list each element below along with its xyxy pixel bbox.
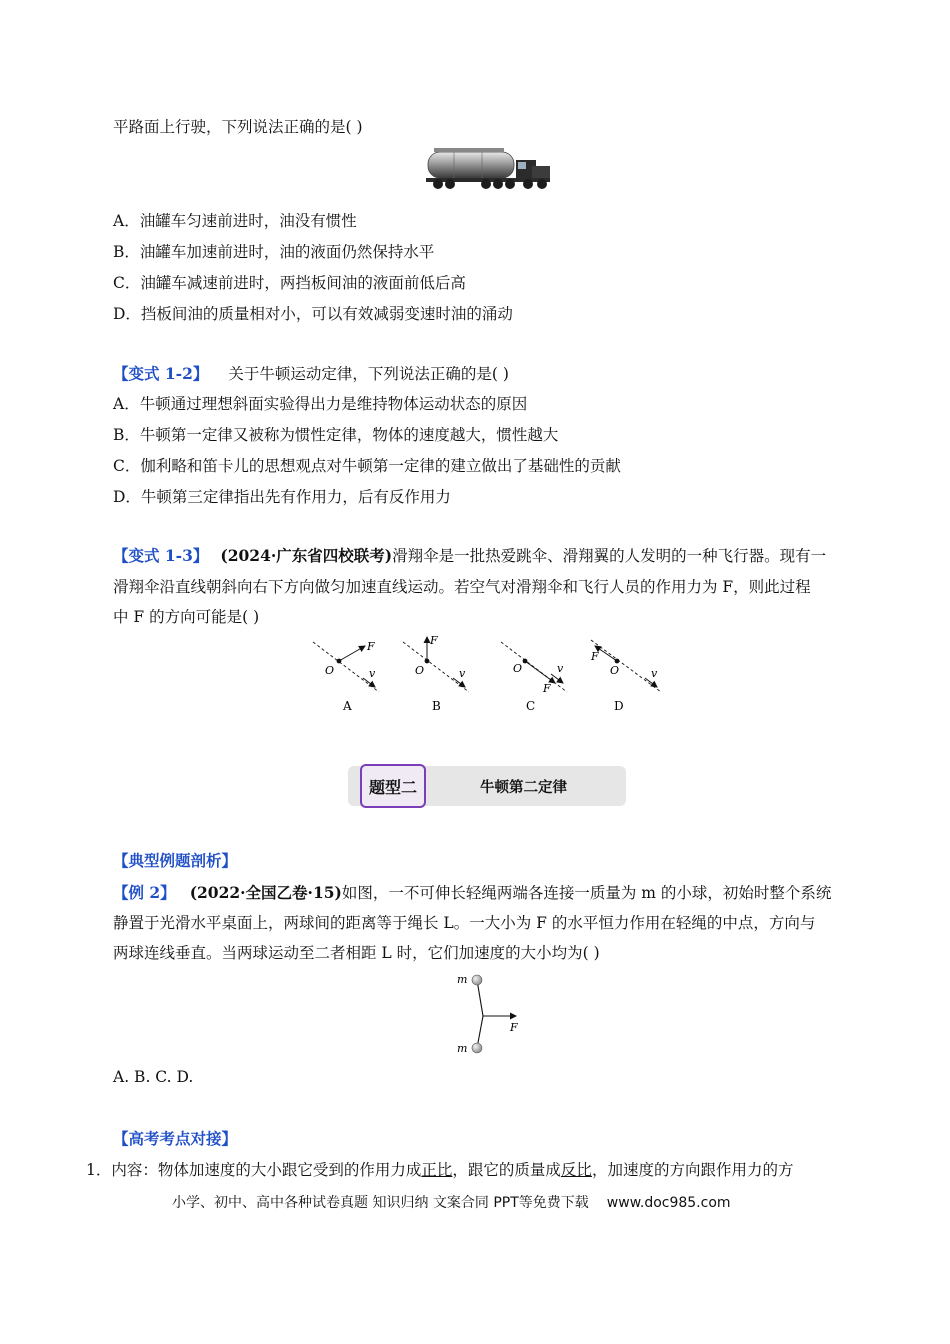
- point-text: ，加速度的方向跟作用力的方: [591, 1161, 794, 1179]
- example-tag: 【例 2】: [113, 883, 176, 902]
- footer-url[interactable]: www.doc985.com: [606, 1195, 731, 1211]
- diagram-d: [590, 640, 661, 713]
- banner-title: 牛顿第二定律: [480, 780, 567, 796]
- diagram-label-c: C: [526, 699, 536, 713]
- section-gaokao-heading: 【高考考点对接】: [113, 1129, 238, 1148]
- example-2-line1: [113, 883, 831, 903]
- diagram-label-a: A: [343, 699, 352, 713]
- two-balls-rope-diagram: [450, 968, 530, 1058]
- option-d: D．挡板间油的质量相对小，可以有效减弱变速时油的涌动: [113, 305, 513, 323]
- diagram-label-d: D: [614, 699, 624, 713]
- underlined-term: 正比: [421, 1161, 453, 1179]
- example-2-answers: A. B. C. D.: [113, 1068, 194, 1086]
- question-source: (2022·全国乙卷·15): [189, 883, 342, 902]
- underlined-term: 反比: [560, 1161, 592, 1179]
- page-footer: [172, 1192, 731, 1212]
- variant-tag: 【变式 1-2】: [113, 364, 209, 383]
- variant-tag: 【变式 1-3】: [113, 546, 209, 565]
- force-diagram-options: [305, 632, 675, 716]
- point-label: O: [325, 664, 335, 677]
- velocity-label: v: [369, 667, 376, 680]
- banner-tag: 题型二: [360, 764, 426, 808]
- velocity-label: v: [651, 667, 658, 680]
- option-b: B．牛顿第一定律又被称为惯性定律，物体的速度越大，惯性越大: [113, 426, 559, 444]
- tanker-truck-image: [424, 146, 554, 194]
- option-a: A．油罐车匀速前进时，油没有惯性: [113, 212, 357, 230]
- variant-1-2-stem: [113, 364, 509, 384]
- point-1: [86, 1160, 793, 1180]
- force-label: F: [510, 1021, 518, 1034]
- point-text: ，跟它的质量成: [452, 1161, 561, 1179]
- velocity-label: v: [459, 667, 466, 680]
- diagram-c: [501, 642, 567, 713]
- question-text: 滑翔伞是一批热爱跳伞、滑翔翼的人发明的一种飞行器。现有一: [392, 547, 827, 565]
- diagram-a: [313, 640, 379, 713]
- variant-1-3-line1: [113, 546, 826, 566]
- force-label: F: [543, 682, 551, 695]
- point-text: 内容：物体加速度的大小跟它受到的作用力成: [111, 1161, 422, 1179]
- option-c: C．油罐车减速前进时，两挡板间油的液面前低后高: [113, 274, 466, 292]
- section-typical-heading: 【典型例题剖析】: [113, 851, 238, 870]
- example-2-line2: 静置于光滑水平桌面上，两球间的距离等于绳长 L。一大小为 F 的水平恒力作用在轻绳的中点，方向与: [113, 914, 816, 932]
- mass-label: m: [457, 973, 468, 986]
- option-a: A．牛顿通过理想斜面实验得出力是维持物体运动状态的原因: [113, 395, 528, 413]
- mass-label: m: [457, 1042, 468, 1055]
- question-stem-continued: 平路面上行驶，下列说法正确的是( ): [113, 118, 363, 136]
- velocity-label: v: [557, 662, 564, 675]
- force-label: F: [367, 640, 375, 653]
- example-2-line3: 两球连线垂直。当两球运动至二者相距 L 时，它们加速度的大小均为( ): [113, 944, 600, 962]
- variant-1-3-line2: 滑翔伞沿直线朝斜向右下方向做匀加速直线运动。若空气对滑翔伞和飞行人员的作用力为 F，则此过程: [113, 578, 811, 596]
- point-number: 1．: [86, 1161, 112, 1179]
- section-banner: [348, 764, 626, 808]
- point-label: O: [415, 664, 425, 677]
- variant-question: 关于牛顿运动定律，下列说法正确的是( ): [228, 365, 509, 383]
- diagram-label-b: B: [432, 699, 441, 713]
- question-text: 如图，一不可伸长轻绳两端各连接一质量为 m 的小球，初始时整个系统: [341, 884, 832, 902]
- option-b: B．油罐车加速前进时，油的液面仍然保持水平: [113, 243, 435, 261]
- footer-text: 小学、初中、高中各种试卷真题 知识归纳 文案合同 PPT等免费下载: [172, 1195, 589, 1211]
- force-label: F: [591, 650, 599, 663]
- point-label: O: [610, 664, 620, 677]
- option-c: C．伽利略和笛卡儿的思想观点对牛顿第一定律的建立做出了基础性的贡献: [113, 457, 621, 475]
- variant-1-3-line3: 中 F 的方向可能是( ): [113, 608, 260, 626]
- diagram-b: [403, 634, 469, 713]
- point-label: O: [513, 662, 523, 675]
- option-d: D．牛顿第三定律指出先有作用力，后有反作用力: [113, 488, 451, 506]
- force-label: F: [430, 634, 438, 647]
- question-source: (2024·广东省四校联考): [220, 546, 393, 565]
